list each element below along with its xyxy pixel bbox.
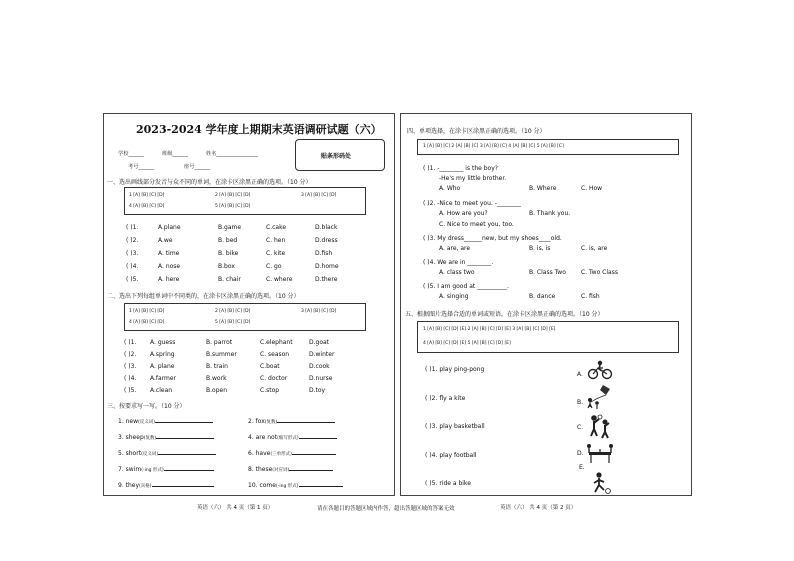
picture-option-a-label: A. [577, 371, 583, 378]
q4-1: ( )1. -________ is the boy? -He's my little brother. A. Who B. Where C. How [423, 165, 603, 192]
exam-page-left [103, 113, 395, 496]
answer-blank[interactable] [158, 454, 216, 455]
answer-blank[interactable] [164, 470, 214, 471]
q5-3: ( )3. play basketball [425, 423, 485, 430]
seat-number-field: 座号______ [184, 164, 210, 170]
q1-5: ( )5. A. here B. chair C. where D.there [126, 276, 338, 283]
q4-2: ( )2. -Nice to meet you. -________ A. How are you? B. Thank you. C. Nice to meet you, too. [423, 200, 571, 228]
picture-option-c-label: C. [577, 424, 584, 431]
answer-blank[interactable] [152, 486, 214, 487]
q2-5: ( )5. A.clean B.open C.stop D.toy [124, 387, 326, 394]
picture-option-e-label: E. [579, 464, 585, 471]
q3-row-1: 1. new(反义词) 2. fox(复数) [118, 418, 213, 425]
q3-row-2: 3. sheep(复数) 4. are not(缩写形式) [118, 434, 214, 441]
football-player-icon [587, 472, 613, 494]
q2-4: ( )4. A.farmer B.work C. doctor D.nurse [124, 375, 333, 382]
grid-2-cell-2[interactable]: 2 [A] [B] [C] [D] [215, 309, 251, 314]
q2-1: ( )1. A. guess B. parrot C.elephant D.goat [124, 339, 330, 346]
ping-pong-table-icon [585, 442, 615, 464]
section-4-heading: 四、单项选择，在涂卡区涂黑正确的选项。（10 分） [407, 128, 546, 135]
q1-2: ( )2. A.we B. bed C. hen D.dress [126, 237, 338, 244]
section-3-heading: 三、按要求写一写。（10 分） [107, 403, 186, 410]
q1-1: ( )1. A.plane B.game C.cake D.black [126, 224, 338, 231]
grid-2-cell-3[interactable]: 3 [A] [B] [C] [D] [301, 309, 337, 314]
answer-blank[interactable] [277, 422, 335, 423]
middle-note: 请在各题目的答题区域内作答，超出答题区域的答案无效 [317, 506, 455, 512]
q3-row-3: 5. short(反义词) 6. have(三单形式) [118, 450, 216, 457]
class-field: 班级______ [162, 151, 188, 157]
grid-1-cell-1[interactable]: 1 [A] [B] [C] [D] [129, 193, 165, 198]
answer-blank[interactable] [156, 438, 214, 439]
answer-blank[interactable] [299, 438, 337, 439]
q1-3: ( )3. A. time B. bike C. kite D.fish [126, 250, 333, 257]
kite-flying-icon [585, 384, 613, 410]
q1-4: ( )4. A. nose B.box C. go D.home [126, 263, 339, 270]
grid-2-cell-1[interactable]: 1 [A] [B] [C] [D] [129, 309, 165, 314]
q3-row-4: 7. swim(-ing 形式) 8. these(对应词) [118, 466, 214, 473]
grid-5-row-2[interactable]: 4 [A] [B] [C] [D] [E] 5 [A] [B] [C] [D] [E] [423, 341, 511, 346]
barcode-area [295, 139, 385, 171]
answer-grid-4 [417, 139, 679, 155]
q5-4: ( )4. play football [425, 452, 477, 459]
footer-left: 英语（六） 共 4 页（第 1 页） [197, 505, 274, 511]
answer-grid-2 [124, 303, 366, 331]
grid-1-cell-5[interactable]: 5 [A] [B] [C] [D] [215, 204, 251, 209]
grid-4-row[interactable]: 1 [A] [B] [C] 2 [A] [B] [C] 3 [A] [B] [C] 4 [A] [B] [C] 5 [A] [B] [C] [423, 144, 564, 149]
grid-1-cell-2[interactable]: 2 [A] [B] [C] [D] [215, 193, 251, 198]
school-field: 学校______ [118, 151, 144, 157]
grid-5-row-1[interactable]: 1 [A] [B] [C] [D] [E] 2 [A] [B] [C] [D] [E] 3 [A] [B] [C] [D] [E] [423, 327, 556, 332]
picture-option-b-label: B. [577, 399, 584, 406]
answer-grid-1 [124, 187, 366, 215]
answer-blank[interactable] [292, 454, 336, 455]
q5-2: ( )2. fly a kite [425, 395, 466, 402]
q4-5: ( )5. I am good at __________. A. singing B. dance C. fish [423, 283, 600, 300]
exam-title: 2023-2024 学年度上期期末英语调研试题（六） [136, 123, 382, 136]
q2-2: ( )2. A.spring B.summer C. season D.winter [124, 351, 335, 358]
footer-right: 英语（六） 共 4 页（第 2 页） [500, 505, 577, 511]
section-2-heading: 二、选出下列每组单词中不同类的，在涂卡区涂黑正确的选项。（10 分） [107, 293, 300, 300]
section-5-heading: 五、根据图片选择合适的单词或短语，在涂卡区涂黑正确的选项。（10 分） [405, 311, 604, 318]
q4-3: ( )3. My dress______new, but my shoes____old. A. are, are B. is, is C. is, are [423, 235, 608, 252]
q5-5: ( )5. ride a bike [425, 480, 471, 487]
grid-1-cell-4[interactable]: 4 [A] [B] [C] [D] [129, 204, 165, 209]
grid-2-cell-5[interactable]: 5 [A] [B] [C] [D] [215, 320, 251, 325]
section-1-heading: 一、选出画线部分发音与众不同的单词，在涂卡区涂黑正确的选项。（10 分） [107, 179, 312, 186]
q5-1: ( )1. play ping-pong [425, 366, 485, 373]
bike-rider-icon [587, 360, 613, 380]
answer-grid-5 [417, 321, 679, 353]
answer-blank[interactable] [289, 470, 333, 471]
exam-page-right [400, 113, 692, 496]
picture-option-d-label: D. [577, 450, 584, 457]
answer-blank[interactable] [299, 486, 343, 487]
basketball-players-icon [587, 414, 613, 440]
exam-number-field: 考号______ [128, 164, 154, 170]
grid-2-cell-4[interactable]: 4 [A] [B] [C] [D] [129, 320, 165, 325]
name-field: 姓名________________ [206, 151, 258, 157]
q3-row-5: 9. they(宾格) 10. come(-ing 形式) [118, 482, 214, 489]
q4-4: ( )4. We are in ________. A. class two B. Class Two C. Two Class [423, 259, 618, 276]
barcode-label: 贴条形码处 [321, 153, 352, 160]
q2-3: ( )3. A. plane B. train C.boat D.cook [124, 363, 330, 370]
grid-1-cell-3[interactable]: 3 [A] [B] [C] [D] [301, 193, 337, 198]
answer-blank[interactable] [155, 422, 213, 423]
